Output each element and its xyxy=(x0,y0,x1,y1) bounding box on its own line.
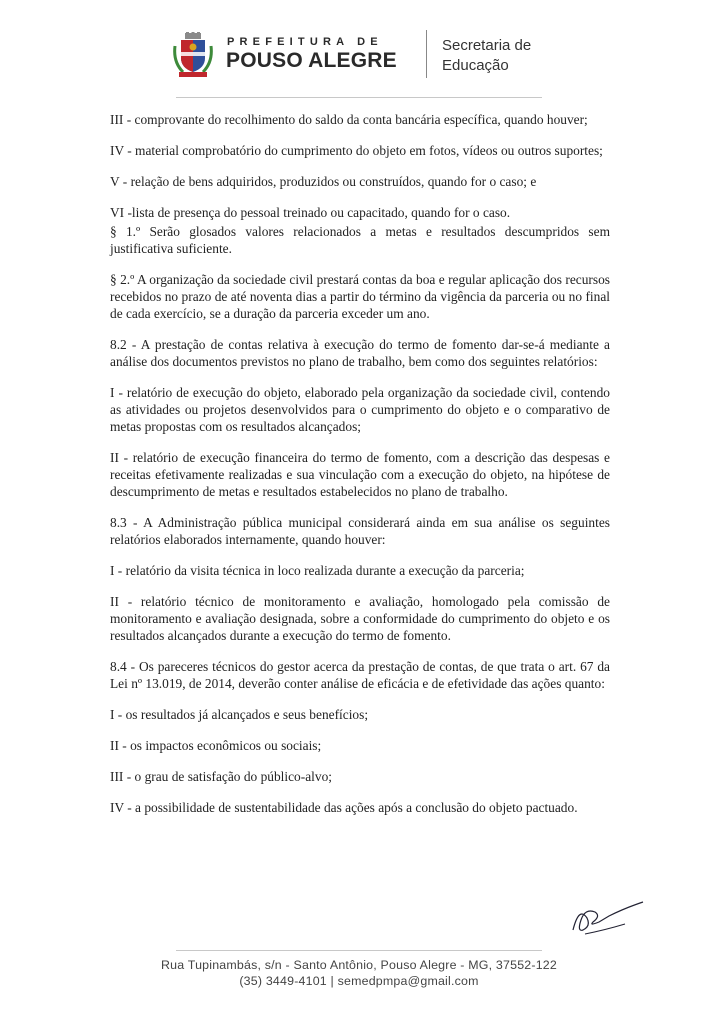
paragraph: IV - a possibilidade de sustentabilidade das ações após a conclusão do objeto pactuado. xyxy=(110,800,578,815)
paragraph: V - relação de bens adquiridos, produzidos ou construídos, quando for o caso; e xyxy=(110,174,537,189)
document-body xyxy=(110,111,610,830)
secretaria-line-1: Secretaria de xyxy=(442,37,532,54)
header-rule xyxy=(176,97,542,98)
header-divider xyxy=(426,30,427,78)
paragraph: II - os impactos econômicos ou sociais; xyxy=(110,738,322,753)
signature-icon xyxy=(565,900,645,940)
paragraph: IV - material comprobatório do cumprimento do objeto em fotos, vídeos ou outros suportes; xyxy=(110,143,603,158)
paragraph: I - relatório da visita técnica in loco realizada durante a execução da parceria; xyxy=(110,563,525,578)
paragraph: I - os resultados já alcançados e seus benefícios; xyxy=(110,707,369,722)
footer-rule xyxy=(176,950,542,951)
city-crest-icon xyxy=(173,32,213,78)
paragraph: § 2.º A organização da sociedade civil prestará contas da boa e regular aplicação dos recursos recebidos no prazo de até noventa dias a partir do término da vigência da parceria ou no final de cada exercício, se a duração da parceria exceder um ano. xyxy=(110,272,610,321)
paragraph: II - relatório técnico de monitoramento e avaliação, homologado pela comissão de monitoramento e avaliação designada, sobre a conformidade do cumprimento do objeto e os resultados alcançados durante a execução do termo de fomento. xyxy=(110,594,610,643)
paragraph: II - relatório de execução financeira do termo de fomento, com a descrição das despesas e receitas efetivamente realizadas e sua vinculação com a execução do objeto, na hipótese de descumprimento de metas e resultados estabelecidos no plano de trabalho. xyxy=(110,450,610,499)
paragraph: III - o grau de satisfação do público-alvo; xyxy=(110,769,332,784)
paragraph: III - comprovante do recolhimento do saldo da conta bancária específica, quando houver; xyxy=(110,112,588,127)
paragraph: 8.4 - Os pareceres técnicos do gestor acerca da prestação de contas, de que trata o art. 67 da Lei nº 13.019, de 2014, deverão conter análise de eficácia e de efetividade das ações quanto: xyxy=(110,659,610,691)
footer-contact: (35) 3449-4101 | semedpmpa@gmail.com xyxy=(239,974,479,988)
paragraph: § 1.º Serão glosados valores relacionados a metas e resultados descumpridos sem justificativa suficiente. xyxy=(110,224,610,256)
paragraph: I - relatório de execução do objeto, elaborado pela organização da sociedade civil, contendo as atividades ou projetos desenvolvidos para o cumprimento do objeto e o comparativo de metas propostas com os resultados alcançados; xyxy=(110,385,610,434)
prefeitura-label: PREFEITURA DE xyxy=(227,36,383,48)
city-name: POUSO ALEGRE xyxy=(226,49,397,72)
paragraph: 8.2 - A prestação de contas relativa à execução do termo de fomento dar-se-á mediante a análise dos documentos previstos no plano de trabalho, bem como dos seguintes relatórios: xyxy=(110,337,610,369)
letterhead xyxy=(0,28,718,88)
secretaria-line-2: Educação xyxy=(442,57,509,74)
paragraph: VI -lista de presença do pessoal treinado ou capacitado, quando for o caso. xyxy=(110,205,511,220)
paragraph: 8.3 - A Administração pública municipal considerará ainda em sua análise os seguintes relatórios elaborados internamente, quando houver: xyxy=(110,515,610,547)
footer-address: Rua Tupinambás, s/n - Santo Antônio, Pouso Alegre - MG, 37552-122 xyxy=(161,958,557,972)
